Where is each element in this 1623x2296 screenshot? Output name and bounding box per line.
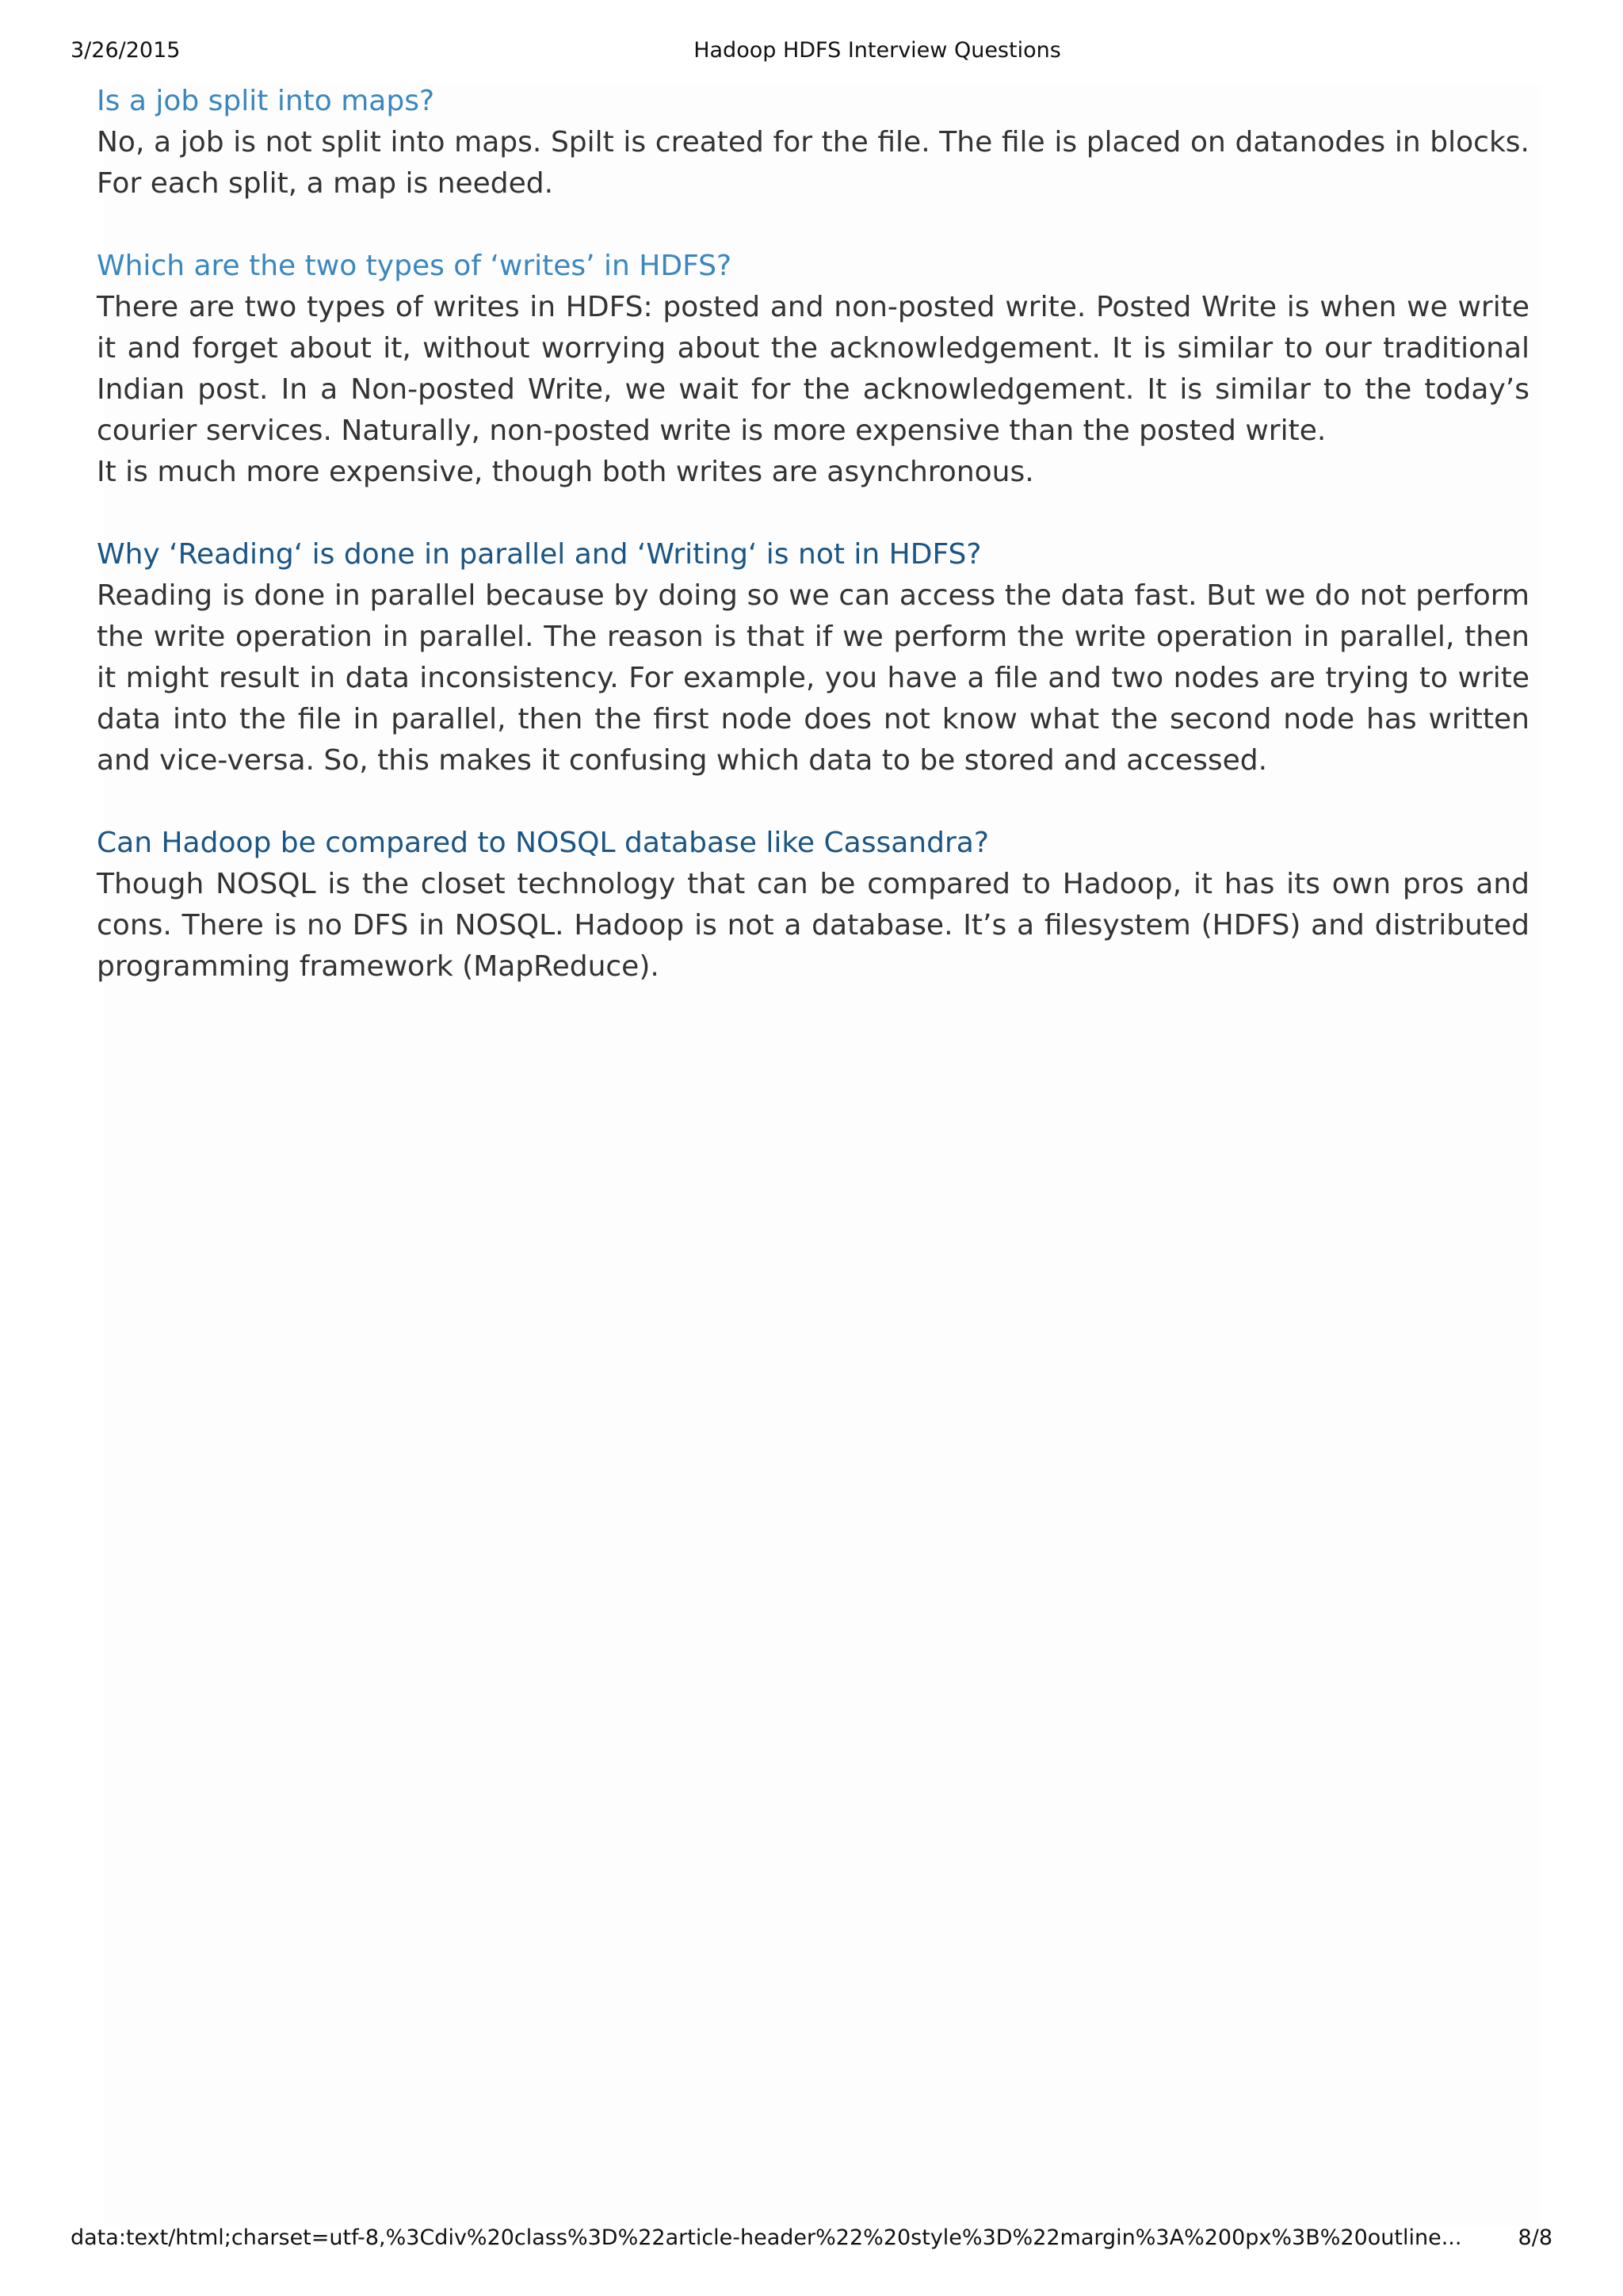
answer-paragraph: Though NOSQL is the closet technology that can be compared to Hadoop, it has its own pros and cons. There is no DFS in NOSQL. Hadoop is not a database. It’s a filesystem (HDFS) and distributed programming framework (MapReduce). (97, 868, 1529, 983)
question-heading: Why ‘Reading‘ is done in parallel and ‘Writing‘ is not in HDFS? (97, 538, 982, 571)
qa-section (97, 534, 1529, 781)
question-heading: Can Hadoop be compared to NOSQL database like Cassandra? (97, 827, 989, 859)
page-number: 8/8 (1518, 2225, 1552, 2250)
qa-section (97, 246, 1529, 493)
answer-paragraph: Reading is done in parallel because by doing so we can access the data fast. But we do not perform the write operation in parallel. The reason is that if we perform the write operation in parallel, then it might result in data inconsistency. For example, you have a file and two nodes are trying to write data into the file in parallel, then the first node does not know what the second node has written and vice-versa. So, this makes it confusing which data to be stored and accessed. (97, 579, 1529, 777)
answer-paragraph: It is much more expensive, though both writes are asynchronous. (97, 456, 1034, 488)
print-date: 3/26/2015 (71, 38, 181, 63)
print-title: Hadoop HDFS Interview Questions (693, 38, 1061, 63)
question-heading: Which are the two types of ‘writes’ in HDFS? (97, 250, 732, 282)
qa-section (97, 81, 1529, 204)
print-source-url: data:text/html;charset=utf-8,%3Cdiv%20class%3D%22article-header%22%20style%3D%22margin%3A%200px%3B%20outline... (71, 2225, 1462, 2250)
question-heading: Is a job split into maps? (97, 85, 435, 117)
article-content (97, 81, 1529, 1029)
qa-section (97, 823, 1529, 988)
answer-paragraph: There are two types of writes in HDFS: posted and non-posted write. Posted Write is when we write it and forget about it, without worrying about the acknowledgement. It is similar to our traditional Indian post. In a Non-posted Write, we wait for the acknowledgement. It is similar to the today’s courier services. Naturally, non-posted write is more expensive than the posted write. (97, 291, 1529, 447)
answer-paragraph: No, a job is not split into maps. Spilt is created for the file. The file is placed on datanodes in blocks. For each split, a map is needed. (97, 126, 1529, 200)
